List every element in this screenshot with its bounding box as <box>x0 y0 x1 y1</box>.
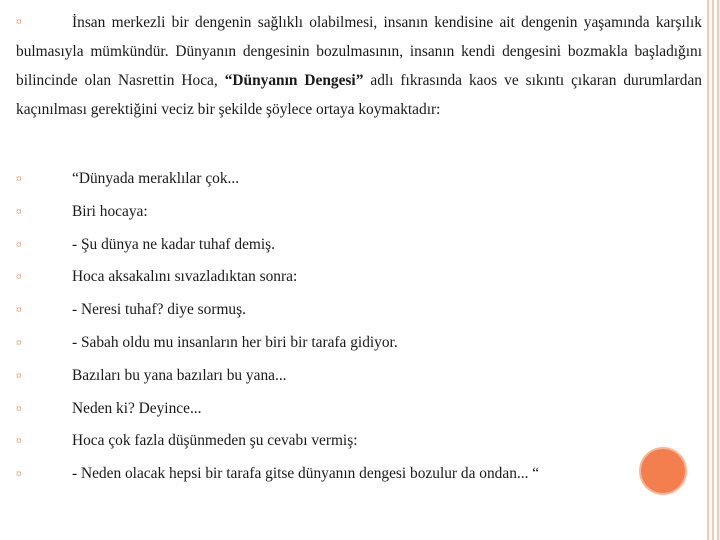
bullet-icon: ¤ <box>16 173 22 185</box>
intro-paragraph <box>16 8 702 124</box>
bullet-icon: ¤ <box>16 16 22 28</box>
bullet-icon: ¤ <box>16 402 22 415</box>
bullet-icon: ¤ <box>16 304 22 317</box>
decorative-stripe <box>712 0 714 540</box>
list-item-text: Hoca aksakalını sıvazladıktan sonra: <box>72 268 298 286</box>
intro-bold-title: “Dünyanın Dengesi” <box>224 72 364 89</box>
bullet-icon: ¤ <box>16 238 22 251</box>
list-item-text: - Şu dünya ne kadar tuhaf demiş. <box>72 235 276 253</box>
list-item-text: Biri hocaya: <box>72 202 148 220</box>
dialogue-list <box>16 163 702 491</box>
bullet-icon: ¤ <box>16 369 22 382</box>
decorative-circle <box>641 449 685 493</box>
list-item-text: “Dünyada meraklılar çok... <box>72 170 240 187</box>
list-item <box>16 163 702 196</box>
list-item <box>16 327 702 360</box>
list-item-text: - Neden olacak hepsi bir tarafa gitse dünyanın dengesi bozulur da ondan... “ <box>72 465 540 483</box>
list-item <box>16 458 702 491</box>
intro-text-start: İnsan merkezli bir dengenin sağlıklı olabilmesi, insanın kendisine ait dengenin yaşamında karşılık bulmasıyla mümkündür. Dünyanın dengesinin bozulmasının, insanın kendi dengesini bozmakla başladığını bilincinde olan Nasrettin Hoca, <box>16 14 702 89</box>
list-item-text: Bazıları bu yana bazıları bu yana... <box>72 366 287 384</box>
bullet-icon: ¤ <box>16 205 22 218</box>
list-item-text: Neden ki? Deyince... <box>72 399 202 417</box>
list-item <box>16 261 702 294</box>
bullet-icon: ¤ <box>16 271 22 284</box>
bullet-icon: ¤ <box>16 435 22 448</box>
list-item-text: - Sabah oldu mu insanların her biri bir tarafa gidiyor. <box>72 333 398 351</box>
intro-text-end: adlı fıkrasında kaos ve sıkıntı çıkaran durumlardan kaçınılması gerektiğini veciz bir şekilde şöylece ortaya koymaktadır: <box>16 72 702 118</box>
list-item <box>16 294 702 327</box>
slide-content <box>16 8 702 483</box>
list-item <box>16 393 702 426</box>
list-item <box>16 229 702 262</box>
bullet-icon: ¤ <box>16 468 22 481</box>
decorative-stripe <box>717 0 719 540</box>
decorative-stripe <box>707 0 709 540</box>
list-item <box>16 360 702 393</box>
list-item <box>16 425 702 458</box>
list-item <box>16 196 702 229</box>
bullet-icon: ¤ <box>16 336 22 349</box>
list-item-text: Hoca çok fazla düşünmeden şu cevabı vermiş: <box>72 432 358 450</box>
list-item-text: - Neresi tuhaf? diye sormuş. <box>72 301 246 319</box>
